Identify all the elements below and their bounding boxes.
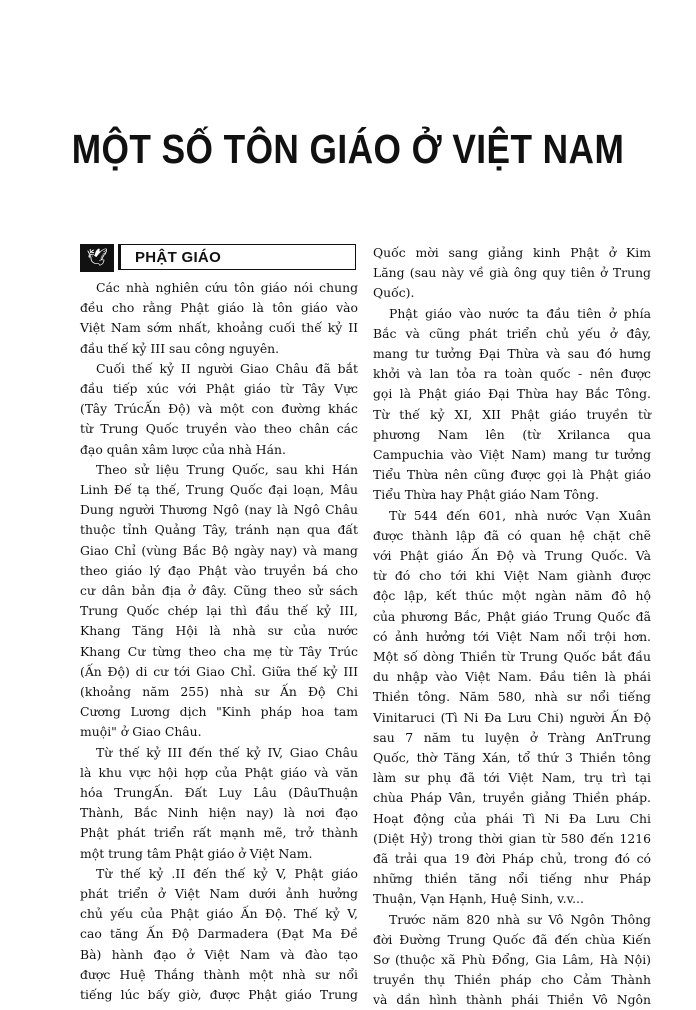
text-line: Khang Tăng Hội là nhà sư của nước (80, 623, 358, 639)
text-line: với Phật giáo Ấn Độ và Trung Quốc. Và (373, 548, 651, 563)
page-title: MỘT SỐ TÔN GIÁO Ở VIỆT NAM (71, 126, 625, 172)
text-line: là khu vực hội hợp của Phật giáo và văn (80, 764, 358, 780)
text-line: chùa Pháp Vân, truyền giảng Thiền pháp. (373, 790, 651, 806)
text-line: Cương Lương dịch "Kinh pháp hoa tam (80, 704, 358, 720)
text-line: thuộc tỉnh Quảng Tây, tránh nạn qua đất (80, 522, 358, 538)
text-line: Bà) hành đạo ở Việt Nam và đào tạo (80, 946, 358, 962)
text-line: Quốc). (373, 285, 415, 301)
text-line: Theo sử liệu Trung Quốc, sau khi Hán (96, 461, 358, 477)
text-line: gọi là Phật giáo Đại Thừa hay Bắc Tông. (373, 386, 651, 402)
text-line: Từ thế kỷ XI, XII Phật giáo truyền từ (373, 406, 651, 422)
text-line: đã trải qua 19 đời Pháp chủ, trong đó có (373, 851, 651, 866)
text-line: Dung người Thương Ngô (nay là Ngô Châu (80, 502, 358, 518)
text-line: Quốc mời sang giảng kinh Phật ở Kim (373, 245, 651, 260)
text-line: được thành lập đã có quan hệ chặt chẽ (373, 527, 651, 543)
text-line: và dần hình thành phái Thiền Vô Ngôn (373, 992, 651, 1008)
text-line: Trước năm 820 nhà sư Vô Ngôn Thông (389, 911, 651, 927)
text-line: Một số dòng Thiền từ Trung Quốc bắt đầu (373, 649, 651, 664)
text-line: hóa TrungẤn. Đất Luy Lâu (DâuThuận (80, 785, 358, 800)
text-line: Campuchia vào Việt Nam) mang tư tưởng (373, 447, 651, 462)
text-line: phương Nam lên (từ Xrilanca qua (373, 426, 651, 442)
text-line: (Ấn Độ) di cư tới Giao Chỉ. Giữa thế kỷ III (80, 663, 358, 679)
text-line: mang tư tưởng Đại Thừa và sau đó hưng (373, 346, 651, 361)
text-line: có ảnh hưởng tới Việt Nam nổi trội hơn. (373, 628, 651, 644)
text-line: (Diệt Hỷ) trong thời gian từ 580 đến 1216 (373, 830, 651, 846)
text-line: Trung Quốc chép lại thì đầu thế kỷ III, (80, 603, 358, 619)
text-line: Khang Cư từng theo cha mẹ từ Tây Trúc (80, 643, 358, 659)
text-line: sau 7 năm tu luyện ở Tràng AnTrung (373, 729, 651, 745)
text-line: một trung tâm Phật giáo ở Việt Nam. (80, 845, 313, 861)
text-line: Vinitaruci (Tì Ni Đa Lưu Chi) người Ấn Độ (373, 709, 651, 725)
text-line: tiếng lúc bấy giờ, được Phật giáo Trung (80, 987, 358, 1002)
text-line: Linh Đế tạ thế, Trung Quốc đại loạn, Mâu (80, 482, 358, 497)
text-line: Phật phát triển rất mạnh mẽ, trở thành (80, 825, 358, 841)
text-line: cư dân bản địa ở đây. Cũng theo sử sách (80, 583, 358, 598)
text-line: đời Đường Trung Quốc đã đến chùa Kiến (373, 931, 651, 947)
text-line: truyền thụ Thiền pháp cho Cảm Thành (373, 972, 651, 988)
text-line: du nhập vào Việt Nam. Đầu tiên là phái (373, 669, 651, 685)
text-line: Tiểu Thừa hay Phật giáo Nam Tông. (373, 487, 599, 503)
text-line: đầu tiếp xúc với Phật giáo từ Tây Vực (80, 381, 358, 396)
text-line: Thuận, Vạn Hạnh, Huệ Sinh, v.v... (373, 891, 584, 907)
text-line: theo giáo lý đạo Phật vào truyền bá cho (80, 562, 358, 578)
text-line: được Huệ Thắng thành một nhà sư nổi (80, 966, 358, 982)
text-line: từ đó cho tới khi Việt Nam giành được (373, 568, 651, 584)
text-line: Tiểu Thừa nên cũng được gọi là Phật giáo (373, 467, 651, 483)
text-line: Hoạt động của phái Tì Ni Đa Lưu Chi (373, 810, 651, 826)
text-line: Việt Nam sớm nhất, khoảng cuối thế kỷ II (80, 320, 358, 336)
text-line: Phật giáo vào nước ta đầu tiên ở phía (389, 305, 651, 321)
text-line: Thiền tông. Năm 580, nhà sư nổi tiếng (373, 689, 651, 705)
text-line: những thiền tăng nổi tiếng như Pháp (373, 871, 651, 887)
section-header (80, 244, 358, 272)
text-line: Quốc, thờ Tăng Xán, tổ thứ 3 Thiền tông (373, 750, 651, 765)
text-line: từ Trung Quốc truyền vào theo chân các (80, 421, 358, 437)
text-line: khởi và lan tỏa ra toàn quốc - nên được (373, 366, 651, 382)
text-line: Từ thế kỷ .II đến thế kỷ V, Phật giáo (96, 865, 358, 881)
text-line: Lăng (sau này về già ông quy tiên ở Trung (373, 265, 651, 281)
text-line: đầu thế kỷ III sau công nguyên. (80, 340, 280, 356)
text-line: phát triển ở Việt Nam dưới ảnh hưởng (80, 886, 358, 901)
text-line: muội" ở Giao Châu. (80, 724, 202, 740)
text-line: cao tăng Ấn Độ Darmadera (Đạt Ma Đề (80, 926, 358, 942)
text-line: (khoảng năm 255) nhà sư Ấn Độ Chi (80, 684, 358, 699)
text-line: Các nhà nghiên cứu tôn giáo nói chung (96, 280, 358, 295)
text-line: đều cho rằng Phật giáo là tôn giáo vào (80, 300, 358, 316)
text-line: Từ 544 đến 601, nhà nước Vạn Xuân (389, 507, 651, 523)
bird-icon: 🕊 (80, 244, 114, 272)
section-heading: PHẬT GIÁO (118, 244, 356, 270)
text-line: Từ thế kỷ III đến thế kỷ IV, Giao Châu (96, 744, 358, 760)
text-line: Bắc và cũng phát triển chủ yếu ở đây, (373, 325, 651, 341)
text-line: Cuối thế kỷ II người Giao Châu đã bắt (96, 360, 358, 376)
text-line: làm sư phụ đã tới Việt Nam, trụ trì tại (373, 770, 651, 786)
text-line: đạo quân xâm lược của nhà Hán. (80, 441, 286, 457)
text-line: độc lập, kết thúc một ngàn năm đô hộ (373, 588, 651, 604)
text-line: Sơ (thuộc xã Phù Đổng, Gia Lâm, Hà Nội) (373, 952, 651, 967)
text-line: của phương Bắc, Phật giáo Trung Quốc đã (373, 608, 651, 624)
text-line: chủ yếu của Phật giáo Ấn Độ. Thế kỷ V, (80, 906, 358, 922)
text-line: Giao Chỉ (vùng Bắc Bộ ngày nay) và mang (80, 542, 358, 558)
text-line: Thành, Bắc Ninh hiện nay) là nơi đạo (80, 805, 358, 821)
text-line: (Tây TrúcẤn Độ) và một con đường khác (80, 401, 358, 417)
